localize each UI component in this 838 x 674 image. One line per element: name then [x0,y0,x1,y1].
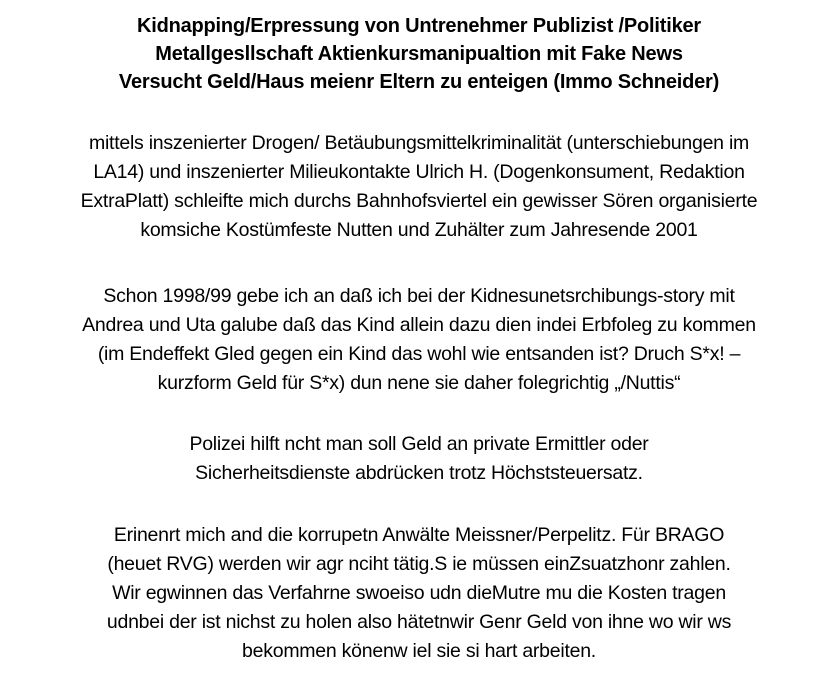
title-line: Kidnapping/Erpressung von Untrenehmer Publizist /Politiker [136,15,702,37]
paragraph-1998-story [0,282,838,398]
paragraph-line: Polizei hilft ncht man soll Geld an private Ermittler oder [189,433,649,455]
paragraph-line: Andrea und Uta galube daß das Kind allein dazu dien indei Erbfoleg zu kommen [82,314,756,336]
paragraph-line: Sicherheitsdienste abdrücken trotz Höchststeuersatz. [195,462,643,484]
paragraph-police [0,430,838,488]
title-line: Metallgesllschaft Aktienkursmanipualtion mit Fake News [155,43,683,65]
paragraph-lawyers [0,521,838,666]
paragraph-line: udnbei der ist nichst zu holen also hätetnwir Genr Geld von ihne wo wir ws [106,611,732,633]
paragraph-line: Erinenrt mich and die korrupetn Anwälte Meissner/Perpelitz. Für BRAGO [113,524,725,546]
title-block [0,12,838,96]
paragraph-line: komsiche Kostümfeste Nutten und Zuhälter zum Jahresende 2001 [140,219,698,241]
title-line: Versucht Geld/Haus meienr Eltern zu enteigen (Immo Schneider) [118,71,720,93]
paragraph-line: (heuet RVG) werden wir agr nciht tätig.S ie müssen einZsuatzhonr zahlen. [107,553,731,575]
paragraph-line: mittels inszenierter Drogen/ Betäubungsmittelkriminalität (unterschiebungen im [88,132,750,154]
paragraph-drugs-milieu [0,129,838,245]
paragraph-line: Wir egwinnen das Verfahrne swoeiso udn dieMutre mu die Kosten tragen [112,582,726,604]
paragraph-line: ExtraPlatt) schleifte mich durchs Bahnhofsviertel ein gewisser Sören organisierte [80,190,758,212]
paragraph-line: (im Endeffekt Gled gegen ein Kind das wohl wie entsanden ist? Druch S*x! – [97,343,741,365]
paragraph-line: bekommen könenw iel sie si hart arbeiten. [242,640,596,662]
paragraph-line: kurzform Geld für S*x) dun nene sie daher folegrichtig „/Nuttis“ [157,372,681,394]
paragraph-line: LA14) und inszenierter Milieukontakte Ulrich H. (Dogenkonsument, Redaktion [93,161,745,183]
paragraph-line: Schon 1998/99 gebe ich an daß ich bei der Kidnesunetsrchibungs-story mit [103,285,735,307]
